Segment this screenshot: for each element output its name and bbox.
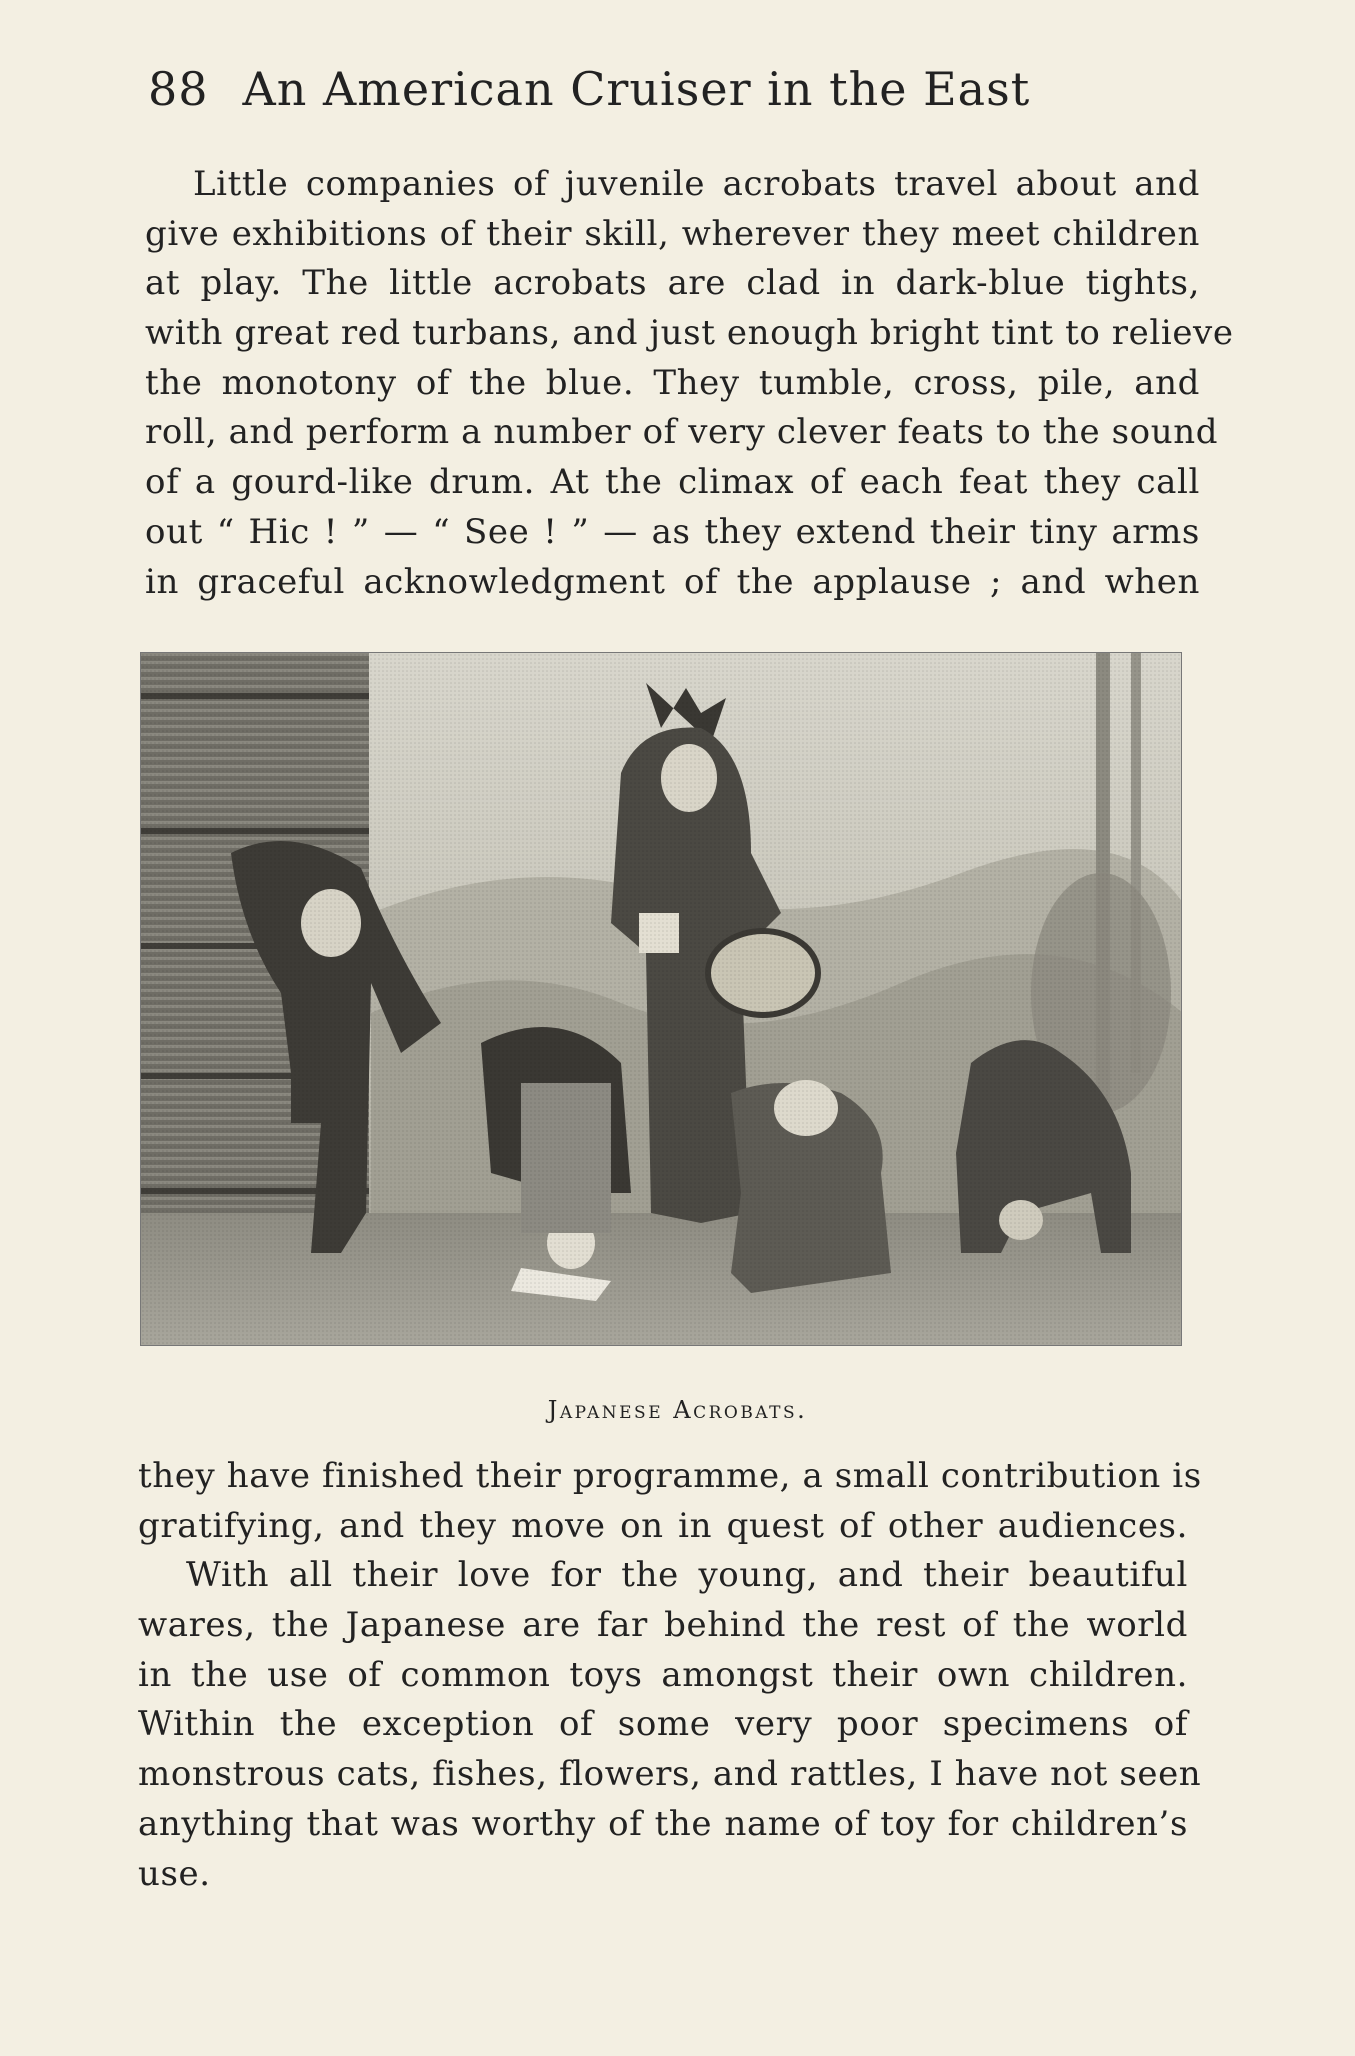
photograph-japanese-acrobats [140,652,1182,1346]
bottom-text [138,1452,1202,1899]
halftone-photo [141,653,1182,1346]
text-line: roll, and perform a number of very clever feats to the sound [145,412,1219,453]
top-paragraph [145,160,1234,607]
caption-text: Japanese Acrobats. [547,1396,808,1424]
text-line: gratifying, and they move on in quest of other audiences. [138,1505,1188,1546]
running-header [148,62,1198,116]
text-line: Within the exception of some very poor specimens of [138,1704,1188,1745]
text-line: With all their love for the young, and their beautiful [186,1555,1188,1596]
text-line: they have finished their programme, a small contribution is [138,1456,1202,1496]
text-line: give exhibitions of their skill, wherever they meet children [145,213,1200,254]
text-line: use. [138,1853,211,1894]
text-line: with great red turbans, and just enough bright tint to relieve [145,313,1234,354]
text-line: Little companies of juvenile acrobats travel about and [193,164,1200,204]
text-line: of a gourd-like drum. At the climax of each feat they call [145,462,1200,503]
text-line: anything that was worthy of the name of toy for children’s [138,1803,1188,1844]
text-line: at play. The little acrobats are clad in dark-blue tights, [145,263,1200,304]
text-line: monstrous cats, fishes, flowers, and rattles, I have not seen [138,1754,1202,1795]
text-line: the monotony of the blue. They tumble, cross, pile, and [145,362,1200,403]
text-line: in graceful acknowledgment of the applause ; and when [145,561,1200,602]
figure-caption [0,1396,1355,1424]
text-line: in the use of common toys amongst their own children. [138,1654,1188,1695]
running-title: An American Cruiser in the East [242,62,1031,116]
page-number: 88 [148,62,209,116]
text-line: out “ Hic ! ” — “ See ! ” — as they extend their tiny arms [145,511,1200,552]
text-line: wares, the Japanese are far behind the rest of the world [138,1605,1188,1646]
